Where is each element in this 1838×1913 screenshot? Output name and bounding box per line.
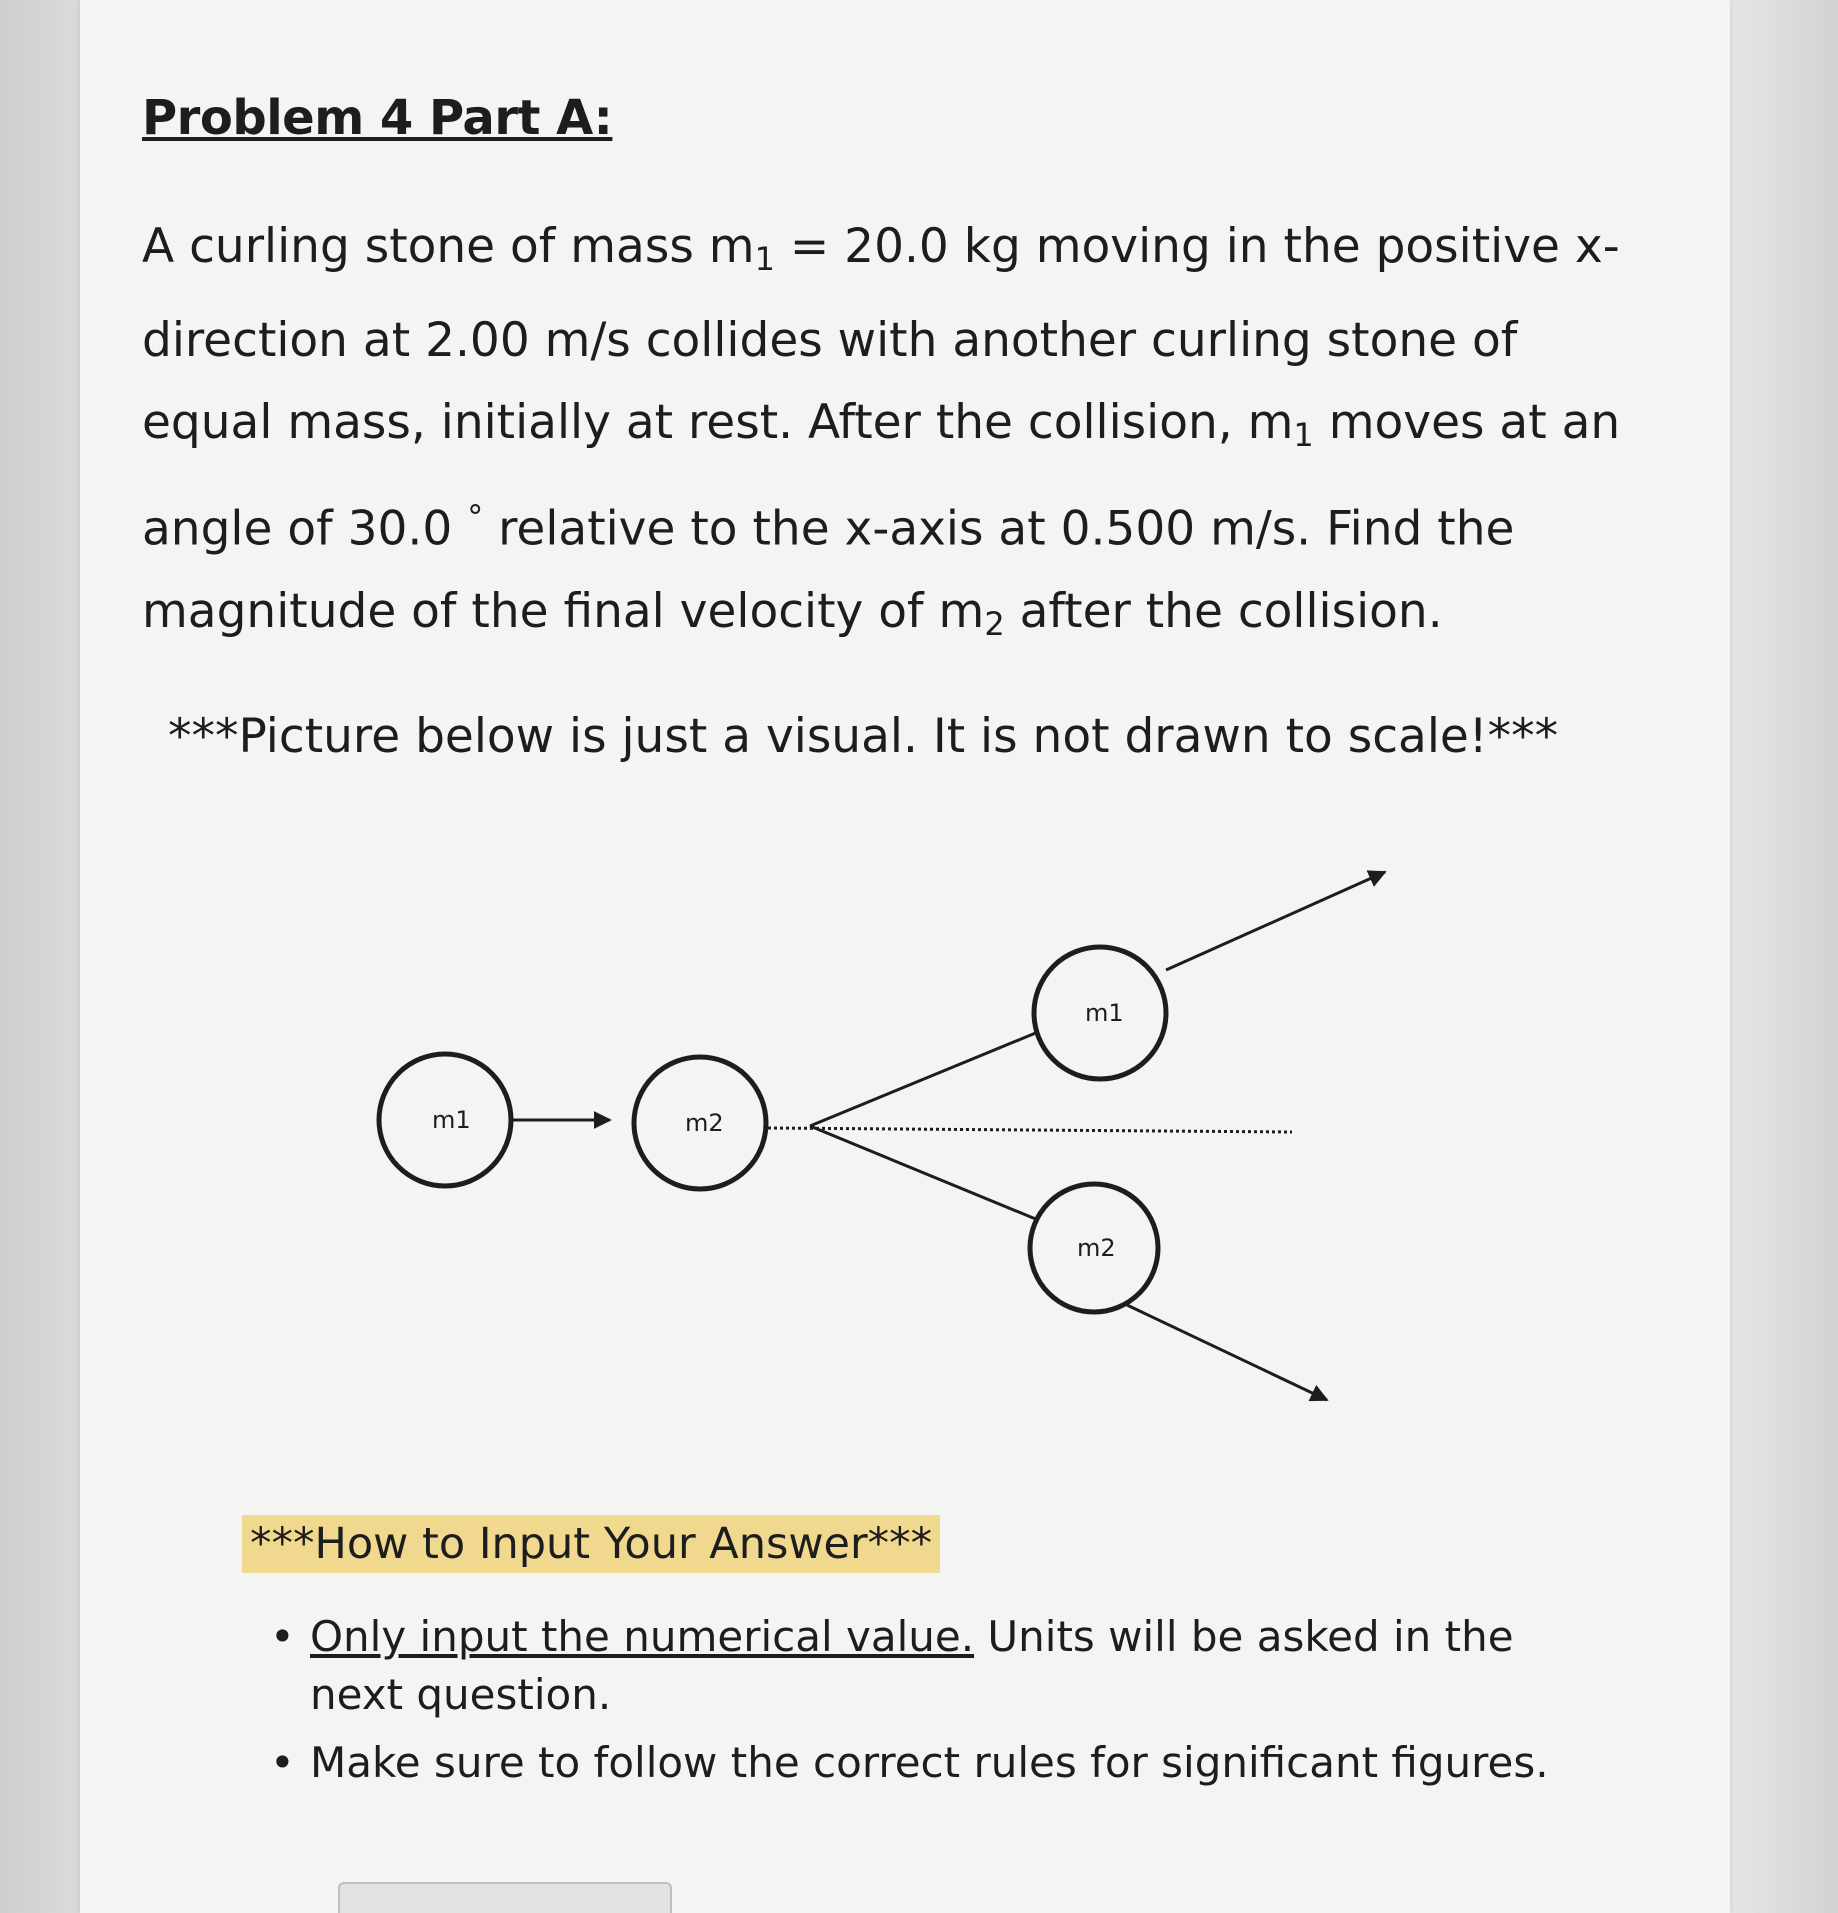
problem-statement: A curling stone of mass $m_1 = 20.0$ kg moving in the positive x-direction at 2.00 m/s collides with another curling stone of equal mass, initially at rest. After the collision, $m_1$ moves at an angle of 30.0 ° relative to the x-axis at 0.500 m/s. Find the magnitude of the final velocity of $m_2$ after the collision. <box>142 219 1621 643</box>
screen-bezel-right <box>1728 0 1838 1913</box>
answer-input-field[interactable] <box>338 1882 672 1913</box>
x-axis-reference-line <box>768 1128 1292 1132</box>
diagram-note: ***Picture below is just a visual. It is not drawn to scale!*** <box>168 708 1559 764</box>
m1-final-velocity-arrow <box>1166 872 1385 970</box>
numerical-value-instruction: Only input the numerical value. <box>310 1612 975 1661</box>
input-instructions-list <box>270 1608 1590 1802</box>
stone-m1-initial-label: m1 <box>432 1106 471 1134</box>
collision-diagram <box>80 650 1730 1550</box>
screen-bezel-left <box>0 0 90 1913</box>
m2-path-line <box>810 1126 1038 1220</box>
subscript-1: 1 <box>754 240 775 278</box>
m1-path-line <box>810 1032 1038 1126</box>
subscript-1b: 1 <box>1293 416 1314 454</box>
stone-m1-final-label: m1 <box>1085 999 1124 1027</box>
problem-title: Problem 4 Part A: <box>142 90 613 146</box>
m2-final-velocity-arrow <box>1127 1305 1327 1400</box>
list-item: • Make sure to follow the correct rules for significant figures. <box>270 1734 1590 1792</box>
stone-m2-final-label: m2 <box>1077 1234 1116 1262</box>
subscript-2: 2 <box>984 604 1005 643</box>
input-instructions-heading: ***How to Input Your Answer*** <box>242 1515 940 1573</box>
question-page <box>80 0 1730 1913</box>
list-item: • Only input the numerical value. Units will be asked in the next question. <box>270 1608 1590 1724</box>
stone-m2-initial-label: m2 <box>685 1109 724 1137</box>
degree-symbol: ° <box>467 498 484 536</box>
